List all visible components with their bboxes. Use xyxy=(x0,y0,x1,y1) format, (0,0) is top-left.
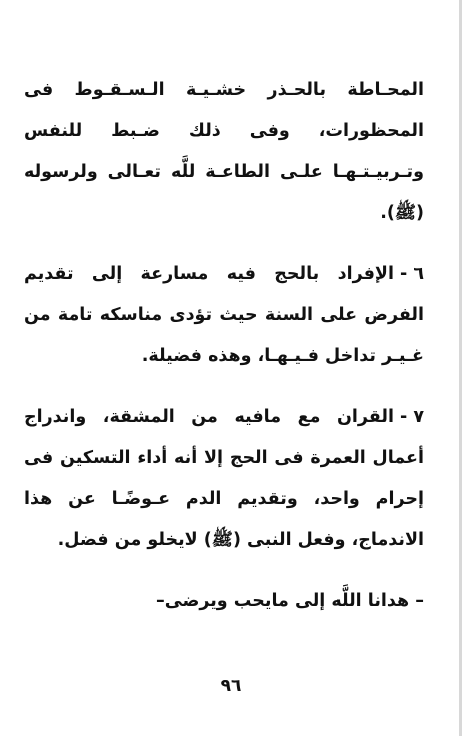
item-number: ٦ - xyxy=(399,264,424,284)
paragraph-text: المحـاطة بالحـذر خشـيـة الـسـقـوط فى المحظورات، وفى ذلك ضـبط للنفس وتـربيـتـهـا علـى الطاعـة للَّه تعـالى ولرسوله (ﷺ). xyxy=(24,80,424,223)
body-text xyxy=(24,70,424,622)
paragraph-item-6 xyxy=(24,254,424,377)
paragraph-text: الإفراد بالحج فيه مسارعة إلى تقديم الفرض على السنة حيث تؤدى مناسكه تامة من غـيـر تداخل فـيـهـا، وهذه فضيلة. xyxy=(24,264,424,366)
paragraph-continuation xyxy=(24,70,424,234)
closing-prayer: – هدانا اللَّه إلى مايحب ويرضى– xyxy=(155,591,424,611)
item-number: ٧ - xyxy=(399,407,424,427)
paragraph-text: القران مع مافيه من المشقة، واندراج أعمال العمرة فى الحج إلا أنه أداء التسكين فى إحرام واحد، وتقديم الدم عـوضًـا عن هذا الاندماج، وفعل النبى (ﷺ) لايخلو من فضل. xyxy=(24,407,424,550)
paragraph-item-7 xyxy=(24,397,424,561)
page-number: ٩٦ xyxy=(220,676,242,696)
